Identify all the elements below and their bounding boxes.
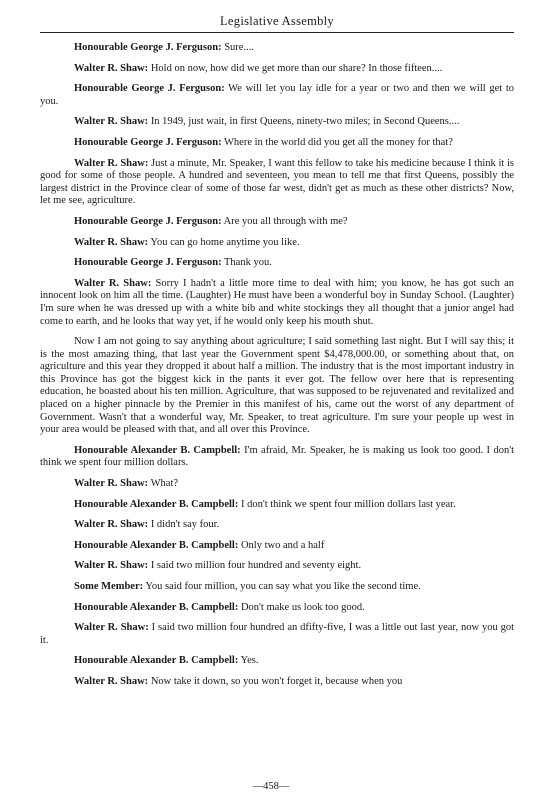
speech-text: I don't think we spent four million dollars last year. bbox=[238, 498, 456, 510]
speaker-name: Walter R. Shaw: bbox=[74, 62, 149, 74]
speech-text: Hold on now, how did we get more than our share? In those fifteen.... bbox=[148, 62, 443, 74]
speaker-name: Walter R. Shaw: bbox=[74, 560, 149, 572]
paragraph bbox=[40, 42, 514, 55]
speaker-name: Honourable Alexander B. Campbell: bbox=[74, 539, 239, 551]
speaker-name: Honourable Alexander B. Campbell: bbox=[74, 498, 239, 510]
speech-text: I didn't say four. bbox=[148, 519, 220, 531]
paragraph bbox=[40, 560, 514, 573]
paragraph bbox=[40, 257, 514, 270]
paragraph bbox=[40, 116, 514, 129]
paragraph bbox=[40, 622, 514, 647]
speaker-name: Walter R. Shaw: bbox=[74, 478, 149, 490]
header-title: Legislative Assembly bbox=[220, 14, 334, 28]
paragraph bbox=[40, 445, 514, 470]
speech-text: I said two million four hundred an dfifty-five, I was a little out last year, now you got it. bbox=[40, 622, 514, 646]
paragraph bbox=[40, 655, 514, 668]
speaker-name: Walter R. Shaw: bbox=[74, 675, 149, 687]
speaker-name: Walter R. Shaw: bbox=[74, 277, 152, 289]
speaker-name: Honourable George J. Ferguson: bbox=[74, 257, 222, 269]
paragraph bbox=[40, 83, 514, 108]
speech-text: Now I am not going to say anything about agriculture; I said something last night. But I will say this; it is the most amazing thing, that last year the Government spent $4,478,000.00, or something about that, on agriculture and this year they dropped it about half a million. The industry that is the most important industry in this Province has got the biggest kick in the pants it ever got. The fellow over here that is representing education, he boasted about his ten million. Agriculture, that was supposed to be rejuvenated and revitalized and placed on a higher pinnacle by the Premier in this manifest of his, came out the worst of any department of Government. Wasn't that a wonderful way, Mr. Speaker, to treat agriculture. I'm sure your people up west in your area would be pleased with that, and all over this Province. bbox=[40, 336, 514, 436]
paragraph bbox=[40, 499, 514, 512]
speech-text: Only two and a half bbox=[238, 539, 325, 551]
speaker-name: Honourable Alexander B. Campbell: bbox=[74, 444, 241, 456]
paragraph bbox=[40, 602, 514, 615]
speech-text: I'm afraid, Mr. Speaker, he is making us look too good. I don't think we spent four million dollars. bbox=[40, 444, 514, 469]
speaker-name: Walter R. Shaw: bbox=[74, 622, 149, 634]
speaker-name: Honourable George J. Ferguson: bbox=[74, 42, 222, 53]
paragraph bbox=[40, 216, 514, 229]
speech-text: Just a minute, Mr. Speaker, I want this fellow to take his medicine because I think it is good for some of those people. A hundred and seventeen, you mean to tell me that first Queens, possibly the largest district in the Province clear of some of those far west, didn't get as much as these other districts? Now, let me see, agriculture. bbox=[40, 157, 514, 207]
speaker-name: Honourable Alexander B. Campbell: bbox=[74, 655, 239, 667]
speaker-name: Honourable George J. Ferguson: bbox=[74, 83, 225, 95]
paragraph bbox=[40, 540, 514, 553]
speech-text: Sorry I hadn't a little more time to deal with him; you know, he has got such an innocent look on him all the time. (Laughter) He must have been a wonderful boy in Sunday School. (Laughter) I'm sure when he was dressed up with a white bib and white stockings they all thought that a junior angel had come to earth, and he looks that way yet, if he would only keep his mouth shut. bbox=[40, 277, 514, 327]
page-number: —458— bbox=[252, 781, 290, 792]
speaker-name: Walter R. Shaw: bbox=[74, 157, 149, 169]
speech-text: Yes. bbox=[238, 655, 259, 667]
paragraph bbox=[40, 137, 514, 150]
paragraph bbox=[40, 336, 514, 437]
speech-text: You can go home anytime you like. bbox=[148, 236, 300, 248]
speaker-name: Walter R. Shaw: bbox=[74, 519, 149, 531]
speech-text: Are you all through with me? bbox=[221, 215, 348, 227]
running-header bbox=[40, 0, 514, 33]
speech-text: You said four million, you can say what you like the second time. bbox=[143, 581, 421, 592]
paragraph bbox=[40, 158, 514, 208]
speaker-name: Some Member: bbox=[74, 581, 144, 592]
paragraph bbox=[40, 278, 514, 328]
transcript-body bbox=[40, 42, 514, 689]
speech-text: Now take it down, so you won't forget it, because when you bbox=[148, 675, 403, 687]
paragraph bbox=[40, 63, 514, 76]
speech-text: Don't make us look too good. bbox=[238, 601, 365, 613]
speaker-name: Honourable Alexander B. Campbell: bbox=[74, 601, 239, 613]
paragraph bbox=[40, 519, 514, 532]
paragraph bbox=[40, 581, 514, 594]
speech-text: We will let you lay idle for a year or two and then we will get to you. bbox=[40, 83, 514, 107]
speech-text: What? bbox=[148, 478, 179, 490]
speaker-name: Honourable George J. Ferguson: bbox=[74, 136, 222, 148]
speech-text: Sure.... bbox=[221, 42, 254, 53]
speaker-name: Walter R. Shaw: bbox=[74, 236, 149, 248]
speech-text: In 1949, just wait, in first Queens, ninety-two miles; in Second Queens.... bbox=[148, 116, 460, 128]
paragraph bbox=[40, 676, 514, 689]
speech-text: I said two million four hundred and seventy eight. bbox=[148, 560, 362, 572]
speaker-name: Honourable George J. Ferguson: bbox=[74, 215, 222, 227]
speech-text: Where in the world did you get all the money for that? bbox=[221, 136, 453, 148]
speaker-name: Walter R. Shaw: bbox=[74, 116, 149, 128]
speech-text: Thank you. bbox=[221, 257, 272, 269]
paragraph bbox=[40, 237, 514, 250]
paragraph bbox=[40, 478, 514, 491]
